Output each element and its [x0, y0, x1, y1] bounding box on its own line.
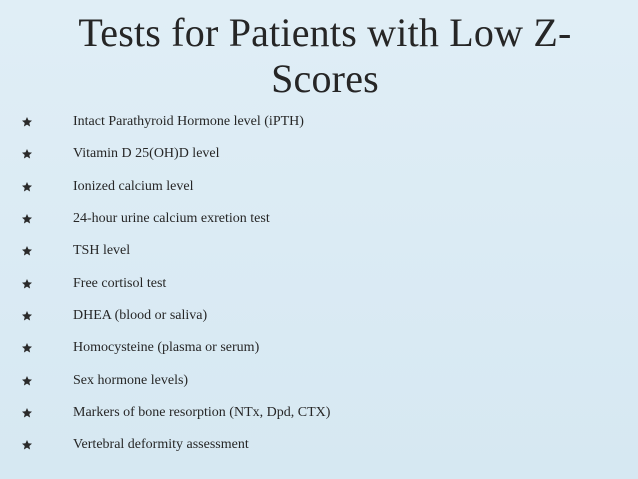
- slide-title-line-1: Tests for Patients with Low Z-: [78, 10, 572, 55]
- list-item: [0, 171, 638, 203]
- slide-title: [40, 10, 610, 102]
- slide-title-line-2: Scores: [271, 56, 379, 101]
- bullet-text: Homocysteine (plasma or serum): [73, 340, 260, 356]
- star-icon: [20, 438, 34, 452]
- list-item: [0, 397, 638, 429]
- bullet-text: Ionized calcium level: [73, 178, 194, 194]
- bullet-text: DHEA (blood or saliva): [73, 307, 208, 323]
- star-icon: [20, 277, 34, 291]
- star-icon: [20, 374, 34, 388]
- list-item: [0, 332, 638, 364]
- star-icon: [20, 115, 34, 129]
- bullet-list: [0, 106, 638, 461]
- bullet-text: Markers of bone resorption (NTx, Dpd, CTX): [73, 404, 331, 420]
- star-icon: [20, 341, 34, 355]
- list-item: [0, 364, 638, 396]
- star-icon: [20, 406, 34, 420]
- bullet-text: TSH level: [73, 243, 131, 259]
- star-icon: [20, 309, 34, 323]
- bullet-text: 24-hour urine calcium exretion test: [73, 211, 270, 227]
- bullet-text: Vitamin D 25(OH)D level: [73, 146, 220, 162]
- star-icon: [20, 147, 34, 161]
- list-item: [0, 267, 638, 299]
- star-icon: [20, 212, 34, 226]
- bullet-text: Intact Parathyroid Hormone level (iPTH): [73, 114, 304, 130]
- star-icon: [20, 180, 34, 194]
- list-item: [0, 300, 638, 332]
- list-item: [0, 138, 638, 170]
- bullet-text: Sex hormone levels): [73, 372, 189, 388]
- list-item: [0, 429, 638, 461]
- list-item: [0, 235, 638, 267]
- list-item: [0, 106, 638, 138]
- star-icon: [20, 244, 34, 258]
- list-item: [0, 203, 638, 235]
- bullet-text: Vertebral deformity assessment: [73, 437, 249, 453]
- bullet-text: Free cortisol test: [73, 275, 167, 291]
